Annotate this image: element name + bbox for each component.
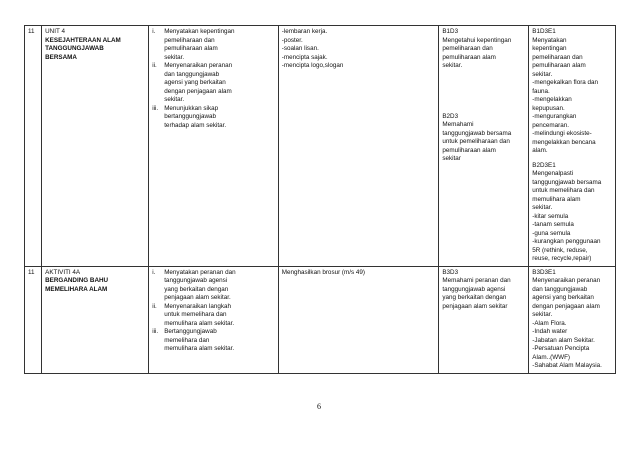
week-cell: 11 [25,266,42,373]
objective-item: iii. Menunjukkan sikap bertanggungjawab terhadap alam sekitar. [152,104,227,129]
lesson-plan-table [24,25,616,374]
descriptor-block: B1D3E1 Menyatakan kepentingan pemeliharaan dan pemuliharaan alam sekitar. -mengekalkan flora dan fauna. -mengelakkan kepupusan. -mengurangkan pencemaran. -melindungi ekosiste- mengelakkan bencana alam. [532,28,599,154]
objective-item: i. Menyatakan peranan dan tanggungjawab agensi yang berkaitan dengan penjagaan alam sekitar. [152,268,236,301]
page-number: 6 [317,402,321,411]
objective-item: ii. Menyenaraikan peranan dan tanggungjawab agensi yang berkaitan dengan penjagaan alam sekitar. [152,62,233,103]
activities-cell: Menghasilkan brosur (m/s 49) [278,266,439,373]
objectives-cell [149,266,279,373]
unit-cell: AKTIVITI 4A BERGANDING BAHU MEMELIHARA ALAM [42,266,149,373]
activities-cell: -lembaran kerja. -poster. -soalan lisan. -mencipta sajak. -mencipta logo,slogan [278,26,439,267]
objective-item: i. Menyatakan kepentingan pemeliharaan dan pemuliharaan alam sekitar. [152,28,235,61]
band-cell [439,26,529,267]
unit-cell: UNIT 4 KESEJAHTERAAN ALAM TANGGUNGJAWAB BERSAMA [42,26,149,267]
band-block: B3D3 Memahami peranan dan tanggungjawab agensi yang berkaitan dengan penjagaan alam sekitar [442,268,511,310]
descriptor-block: B2D3E1 Mengenalpasti tanggungjawab bersama untuk memelihara dan memulihara alam sekitar. -kitar semula -tanam semula -guna semula -kurangkan penggunaan 5R (rethink, reduse, reuse, recycle,repair) [532,161,602,262]
band-block: B2D3 Memahami tanggungjawab bersama untuk pemeliharaan dan pemuliharaan alam sekitar [442,112,512,162]
week-cell: 11 [25,26,42,267]
descriptor-block: B3D3E1 Menyenaraikan peranan dan tanggungjawab agensi yang berkaitan dengan penjagaan alam sekitar. -Alam Flora. -Indah water -Jabatan alam Sekitar. -Persatuan Pencipta Alam..(WWF) -Sahabat Alam Malaysia. [532,268,602,369]
table-row [25,266,616,373]
descriptor-cell [529,266,616,373]
table-row [25,26,616,267]
band-cell [439,266,529,373]
band-block: B1D3 Mengetahui kepentingan pemeliharaan dan pemuliharaan alam sekitar. [442,28,512,69]
descriptor-cell [529,26,616,267]
objective-item: ii. Menyenaraikan langkah untuk memelihara dan memulihara alam sekitar. [152,302,235,327]
objective-item: iii. Bertanggungjawab memelihara dan memulihara alam sekitar. [152,328,235,352]
objectives-cell [149,26,279,267]
